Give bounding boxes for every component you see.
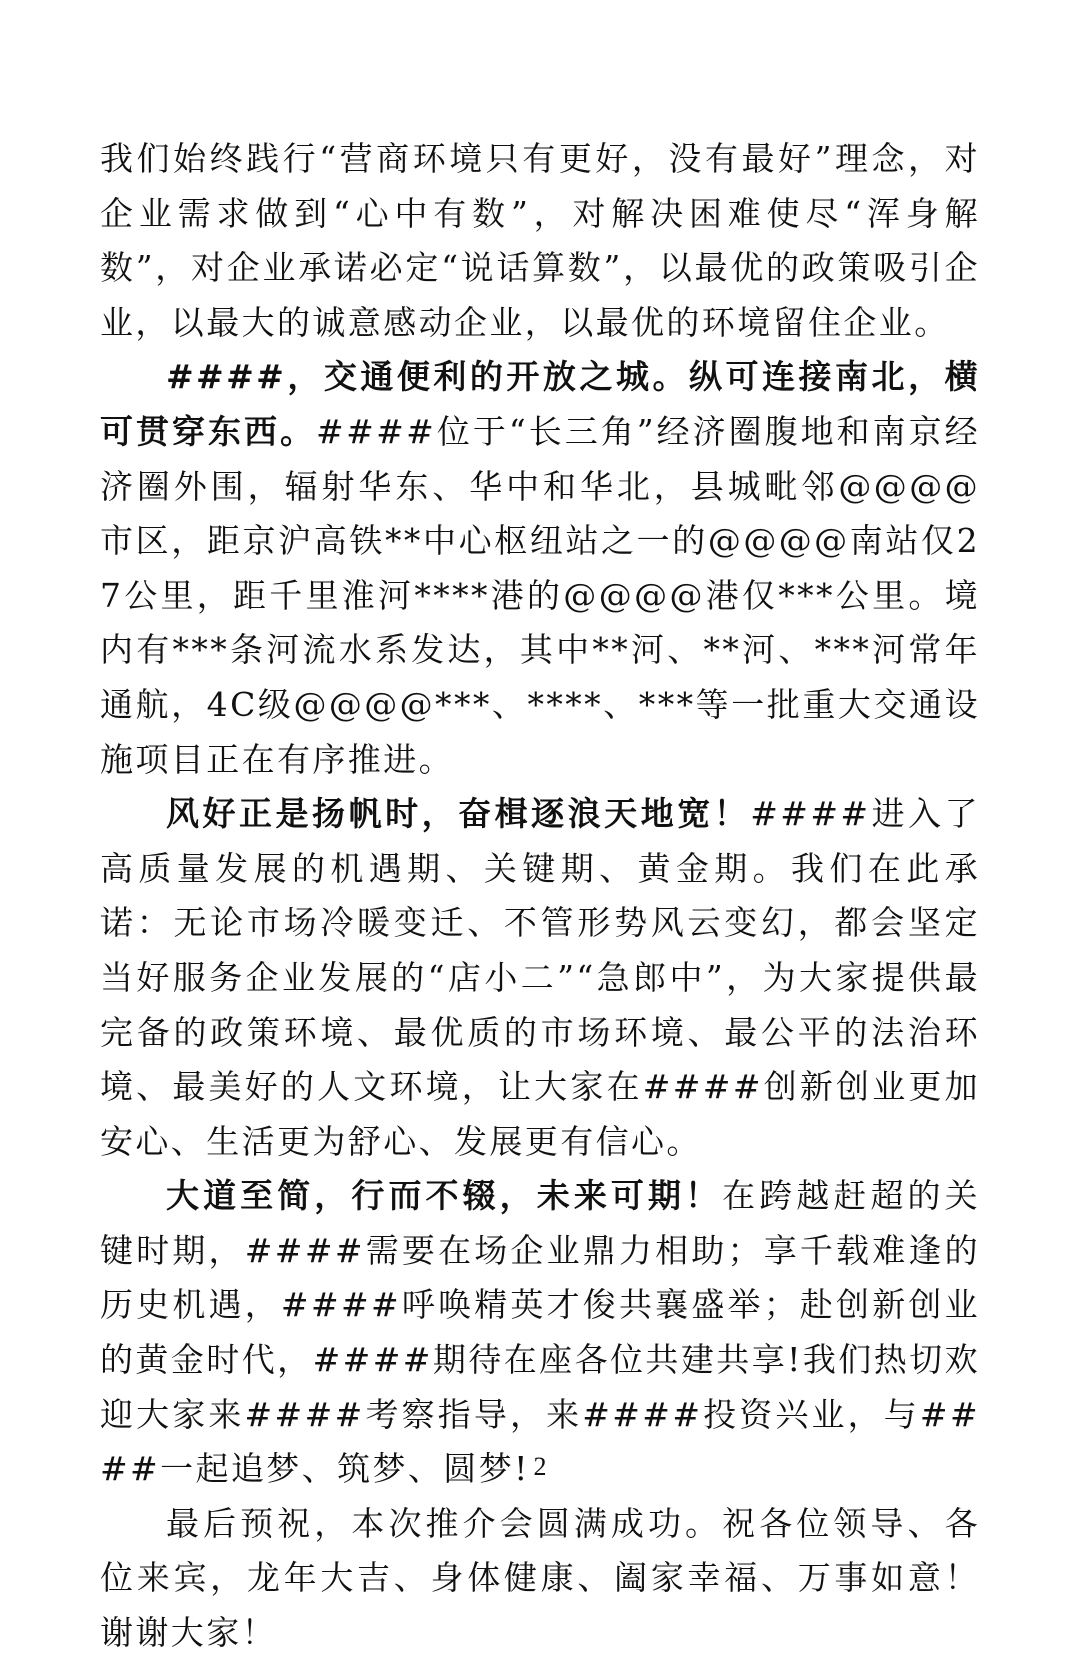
paragraph-commitment xyxy=(100,787,980,1169)
paragraph-body: 我们始终践行“营商环境只有更好，没有最好”理念，对企业需求做到“心中有数”，对解决困难使尽“浑身解数”，对企业承诺必定“说话算数”，以最优的政策吸引企业，以最大的诚意感动企业，以最优的环境留住企业。 xyxy=(100,139,980,342)
paragraph-lead-bold: 大道至简，行而不辍，未来可期！ xyxy=(166,1176,723,1216)
paragraph-invitation xyxy=(100,1169,980,1497)
paragraph-body: ####位于“长三角”经济圈腹地和南京经济圈外围，辐射华东、华中和华北，县城毗邻@@@@市区，距京沪高铁**中心枢纽站之一的@@@@南站仅27公里，距千里淮河****港的@@@@港仅***公里。境内有***条河流水系发达，其中**河、**河、***河常年通航，4C级@@@@***、****、***等一批重大交通设施项目正在有序推进。 xyxy=(100,411,980,779)
page-number: 2 xyxy=(533,1452,547,1481)
paragraph-body: ####进入了高质量发展的机遇期、关键期、黄金期。我们在此承诺：无论市场冷暖变迁、不管形势风云变幻，都会坚定当好服务企业发展的“店小二”“急郎中”，为大家提供最完备的政策环境、最优质的市场环境、最公平的法治环境、最美好的人文环境，让大家在####创新创业更加安心、生活更为舒心、发展更有信心。 xyxy=(100,794,980,1161)
paragraph-lead-bold: ####，交通便利的开放之城。纵可连接南北，横可贯穿东西。 xyxy=(100,357,980,451)
paragraph-business-environment xyxy=(100,132,980,350)
document-page xyxy=(100,132,980,1661)
paragraph-transport-city xyxy=(100,350,980,787)
paragraph-body: 最后预祝，本次推介会圆满成功。祝各位领导、各位来宾，龙年大吉、身体健康、阖家幸福、万事如意！谢谢大家！ xyxy=(100,1503,980,1653)
paragraph-closing-wishes xyxy=(100,1497,980,1661)
paragraph-lead-bold: 风好正是扬帆时，奋楫逐浪天地宽！ xyxy=(166,794,751,834)
paragraph-body: 在跨越赶超的关键时期，####需要在场企业鼎力相助；享千载难逢的历史机遇，####呼唤精英才俊共襄盛举；赴创新创业的黄金时代，####期待在座各位共建共享!我们热切欢迎大家来####考察指导，来####投资兴业，与####一起追梦、筑梦、圆梦! xyxy=(100,1176,980,1489)
